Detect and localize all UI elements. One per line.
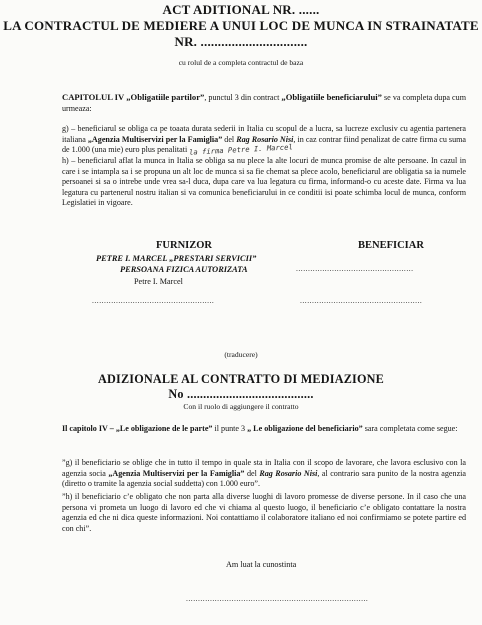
it-clause-g [62, 458, 466, 490]
ro-title-line2: LA CONTRACTUL DE MEDIERE A UNUI LOC DE MUNCA IN STRAINATATE [3, 18, 479, 33]
it-chapter-mid: il punte 3 [212, 424, 248, 433]
ro-clause-h: h) – beneficiarul aflat la munca in Italia se obliga sa nu plece la alte locuri de munca promise de alte persoane. In cazul in care i se intampla sa i se propuna un alt loc de munca si sa fie chemat sa plece acolo, beneficiarul are obligatia sa ia numele persoanei si sa o intrebe unde vrea sa-l duca, dupa care va lua legatura cu firma, informand-o cu aceste date. Firma va lua legatura cu partenerul nostru italian si va comunica beneficiarului in ce conditii isi poate schimba locul de munca, conform Legislatiei in vigoare. [62, 156, 466, 208]
ro-clause-g [62, 124, 466, 156]
it-title-line1: ADIZIONALE AL CONTRATTO DI MEDIAZIONE [98, 372, 384, 386]
beneficiar-label: BENEFICIAR [358, 240, 424, 251]
ro-subtitle: cu rolul de a completa contractul de baza [178, 58, 304, 67]
it-chapter-bold: „ Le obligazione del beneficiario” [247, 424, 363, 433]
it-chapter-post: sara completata come segue: [362, 424, 458, 433]
ro-chapter-intro [62, 92, 466, 114]
furnizor-label: FURNIZOR [156, 240, 213, 251]
it-chapter-intro [62, 424, 466, 435]
it-clause-g-text2: del [244, 468, 260, 478]
ro-title-line3: NR. ............................... [174, 34, 308, 49]
it-chapter-title: Il capitolo IV – „Le obligazione de le parte” [62, 424, 213, 433]
ro-clause-g-agency: „Agenzia Multiservizi per la Famiglia” [87, 134, 223, 144]
ro-clause-g-text1: g) – beneficiarul se obliga ca pe toaata durata sederii in Italia cu scopul de a lucra, sa lucreze exclusiv cu agentia partenera italiana [62, 124, 466, 144]
acknowledge-signature-line: ............................................................................ [186, 594, 369, 603]
it-clause-g-agency: „Agenzia Multiservizi per la Famiglia” [108, 468, 245, 478]
beneficiar-signature-line: ................................................... [300, 296, 423, 305]
beneficiar-name-line: ................................................. [296, 264, 414, 273]
it-subtitle: Con il ruolo di aggiungere il contratto [183, 402, 299, 411]
translation-label: (traducere) [224, 350, 258, 359]
ro-clause-g-rag: Rag Rosario Nisi [236, 134, 294, 144]
it-title-line2: No ....................................... [168, 387, 314, 401]
it-clause-g-rag: Rag Rosario Nisi [259, 468, 318, 478]
ro-title-line1: ACT ADITIONAL NR. ...... [162, 2, 320, 17]
furnizor-type: PERSOANA FIZICA AUTORIZATA [120, 265, 248, 274]
ro-chapter-mid: , punctul 3 din contract [204, 93, 282, 102]
ro-clause-g-text3: , in caz contrar fiind penalizat de catre firma cu suma de 1.000 (una mie) euro plus penalitati [62, 134, 467, 155]
it-clause-g-text1: ”g) il beneficiario se oblige che in tutto il tempo in quale sta in Italia con il scopo de lavorare, che lavora esclusivo con la agenzia socia [62, 458, 466, 478]
furnizor-company: PETRE I. MARCEL „PRESTARI SERVICII” [96, 254, 257, 263]
furnizor-name: Petre I. Marcel [134, 277, 183, 286]
ro-handwritten-note: la firma Petre I. Marcel [189, 142, 294, 157]
ro-clause-g-text2: del [222, 134, 237, 144]
ro-chapter-post: se va completa dupa cum urmeaza: [62, 93, 466, 113]
furnizor-signature-line: ................................................... [92, 296, 215, 305]
ro-chapter-title: CAPITOLUL IV „Obligatiile partilor” [62, 92, 205, 102]
acknowledge-text: Am luat la cunostinta [226, 560, 297, 569]
it-clause-g-text3: , al contrario sara punito de la nostra agenzia (diretto o tramite la agenzia social suddetta) con 1.000 euro”. [62, 468, 467, 489]
it-clause-h: ”h) il beneficiario c’e obligato che non parta alla diverse luoghi di lavoro promesse de diverse persone. In il caso che una persona vi prometa un luogo di lavoro ed che vi chiama al questo luogo, il beneficiario c’e obligato contattare la nostra agenzia ed che ni dica queste informazioni. Noi contattiamo il colaboratore italiano ed noi confirmiamo se potete partire ed con chi”. [62, 492, 466, 533]
ro-chapter-bold: „Obligatiile beneficiarului” [281, 92, 382, 102]
